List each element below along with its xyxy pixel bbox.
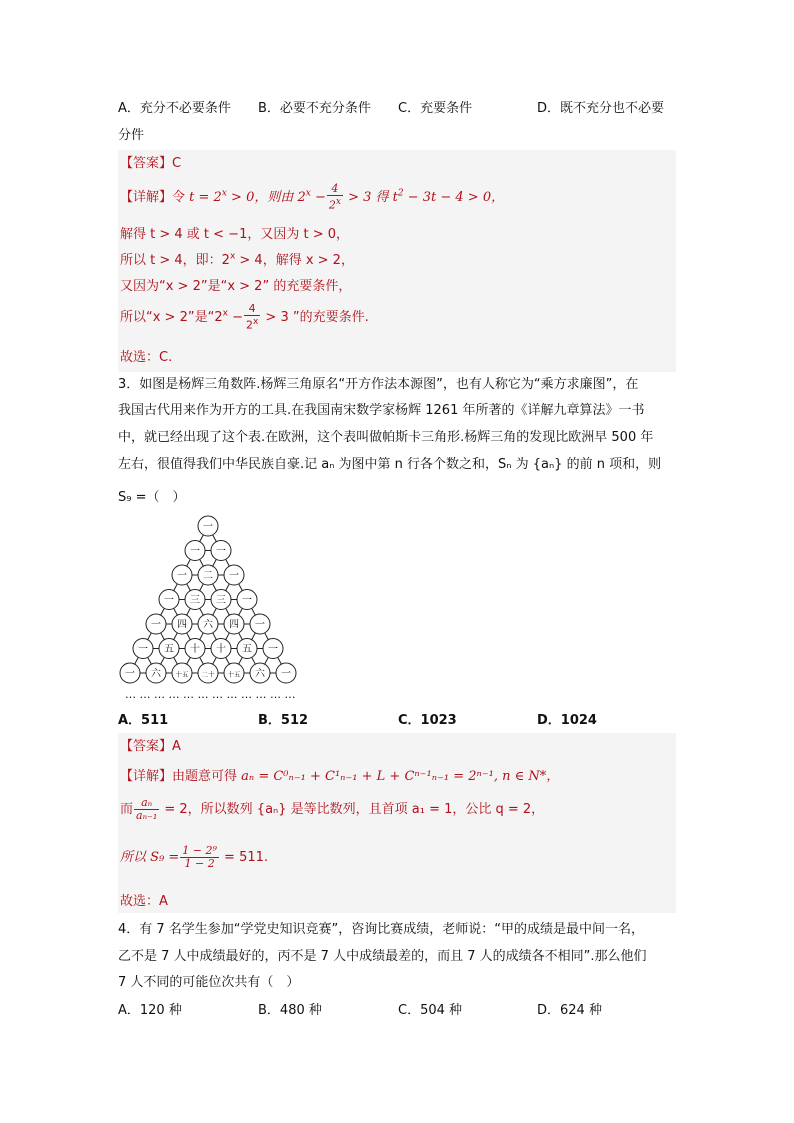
formula: $t = 2^x > 0$，则由 $2^x$ − $\frac{4}{2^x}$ > 3 得 $t^2 - 3t - 4 > 0$，: [189, 182, 505, 212]
q2-option-a: A．充分不必要条件: [118, 101, 231, 116]
triangle-node-label: 二: [203, 570, 213, 582]
text: 1 − 2: [184, 857, 215, 870]
text: 由题意可得: [172, 769, 238, 784]
q4-option-a: A．120 种: [118, 1003, 182, 1018]
q4-stem-line-1: 4．有 7 名学生参加“学党史知识竞赛”，咨询比赛成绩，老师说：“甲的成绩是最中间一名，: [118, 922, 645, 937]
q2-option-d: D．既不充分也不必要: [537, 101, 665, 116]
q3-option-d: D．1024: [537, 713, 597, 728]
triangle-node-label: 十五: [175, 670, 189, 679]
triangle-node-label: 一: [164, 595, 174, 606]
triangle-node-label: 三: [190, 595, 200, 606]
q3-option-c: C．1023: [398, 713, 457, 728]
q2-detail-line-2: 解得 t > 4 或 t < −1，又因为 t > 0，: [120, 227, 349, 242]
yanghui-triangle: [112, 512, 312, 687]
triangle-node-label: 五: [242, 644, 252, 655]
triangle-node-label: 四: [229, 619, 239, 631]
q2-detail-line-1: [120, 183, 504, 212]
triangle-node-label: 二十: [201, 670, 215, 679]
q4-option-d: D．624 种: [537, 1003, 602, 1018]
triangle-node-label: 三: [216, 595, 226, 606]
triangle-node-label: 六: [255, 668, 265, 680]
detail-label: 【详解】: [120, 769, 173, 784]
triangle-node-label: 四: [177, 619, 187, 631]
triangle-node-label: 一: [177, 570, 187, 582]
q3-option-a: A．511: [118, 713, 169, 728]
triangle-node-label: 十: [216, 644, 226, 655]
q2-answer-block: [118, 150, 676, 372]
q3-option-b: B．512: [258, 713, 309, 728]
triangle-node-label: 一: [268, 644, 278, 655]
formula: aₙ = C⁰ₙ₋₁ + C¹ₙ₋₁ + L + Cⁿ⁻¹ₙ₋₁ = 2ⁿ⁻¹, n ∈ N*，: [241, 769, 560, 784]
triangle-node-label: 十: [190, 644, 200, 655]
text: aₙ₋₁: [136, 809, 158, 822]
text: 而: [120, 802, 134, 817]
text: aₙ: [134, 797, 159, 810]
text: = 2，所以数列 {aₙ} 是等比数列，且首项 a₁ = 1，公比 q = 2，: [160, 802, 545, 817]
triangle-node-label: 一: [255, 619, 265, 631]
q2-detail-line-3: 所以 t > 4，即：$2^x > 4$，解得 x > 2，: [120, 251, 354, 268]
triangle-node-label: 一: [229, 570, 239, 582]
text: > 3 ”的充要条件.: [261, 309, 369, 325]
q2-option-d-continued: 分件: [118, 128, 145, 143]
text: > 4，解得 x > 2，: [235, 253, 354, 268]
triangle-node-label: 六: [203, 619, 213, 631]
q2-option-b: B．必要不充分条件: [258, 101, 371, 116]
triangle-node-label: 一: [138, 644, 148, 655]
triangle-node-label: 六: [151, 668, 161, 680]
triangle-node-label: 十五: [227, 670, 241, 679]
triangle-node-label: 一: [216, 546, 226, 557]
text: > 0，则由: [226, 189, 294, 205]
q3-answer-label: 【答案】A: [120, 739, 181, 754]
q3-stem-line-3: 中，就已经出现了这个表.在欧洲，这个表叫做帕斯卡三角形.杨辉三角的发现比欧洲早 500 年: [118, 430, 654, 445]
detail-label: 【详解】: [120, 189, 173, 205]
text: 所以“x > 2”是“2: [120, 309, 223, 325]
q3-stem-line-5: S₉ =（ ）: [118, 490, 186, 505]
q3-answer-block: [118, 733, 676, 913]
triangle-node-label: 一: [151, 619, 161, 631]
q3-detail-line-1: [120, 765, 559, 784]
text: 所以 t > 4，即：2: [120, 253, 230, 268]
triangle-node-label: 一: [203, 521, 213, 533]
text: > 3 得: [343, 189, 389, 205]
text: t = 2: [189, 189, 222, 205]
triangle-node-label: 一: [190, 546, 200, 557]
q2-answer-label: 【答案】C: [120, 156, 182, 171]
text: 令: [172, 189, 186, 205]
q4-stem-line-2: 乙不是 7 人中成绩最好的，丙不是 7 人中成绩最差的，而且 7 人的成绩各不相同”.那么他们: [118, 949, 647, 964]
q2-detail-line-5: 所以“x > 2”是“$2^x$ − $\frac{4}{2^x}$ > 3 ”的充要条件.: [120, 302, 369, 332]
text: 1 − 2⁹: [182, 844, 217, 857]
triangle-node-label: 一: [242, 595, 252, 606]
text: = 511.: [219, 850, 269, 865]
triangle-node-label: 一: [281, 668, 291, 680]
q3-stem-line-4: 左右，很值得我们中华民族自豪.记 aₙ 为图中第 n 行各个数之和，Sₙ 为 {aₙ} 的前 n 项和，则: [118, 457, 662, 472]
q4-option-c: C．504 种: [398, 1003, 463, 1018]
q3-stem-line-1: 3．如图是杨辉三角数阵.杨辉三角原名“开方作法本源图”，也有人称它为“乘方求廉图”，在: [118, 377, 639, 392]
text: 所以 S₉ =: [120, 850, 180, 865]
q2-option-c: C．充要条件: [398, 101, 473, 116]
triangle-node-label: 五: [164, 644, 174, 655]
q2-detail-line-6: 故选：C.: [120, 350, 173, 365]
q3-stem-line-2: 我国古代用来作为开方的工具.在我国南宋数学家杨辉 1261 年所著的《详解九章算法》一书: [118, 403, 645, 418]
q4-stem-line-3: 7 人不同的可能位次共有（ ）: [118, 975, 300, 990]
triangle-ellipsis: … … … … … … … … … … … …: [125, 688, 296, 701]
q3-detail-line-4: 故选：A: [120, 894, 168, 909]
q3-detail-line-3: [120, 845, 268, 870]
text: − 3t − 4 > 0，: [403, 189, 505, 205]
triangle-node-label: 一: [125, 668, 135, 680]
q4-option-b: B．480 种: [258, 1003, 322, 1018]
q2-detail-line-4: 又因为“x > 2”是“x > 2” 的充要条件，: [120, 279, 352, 294]
q3-detail-line-2: [120, 797, 544, 822]
